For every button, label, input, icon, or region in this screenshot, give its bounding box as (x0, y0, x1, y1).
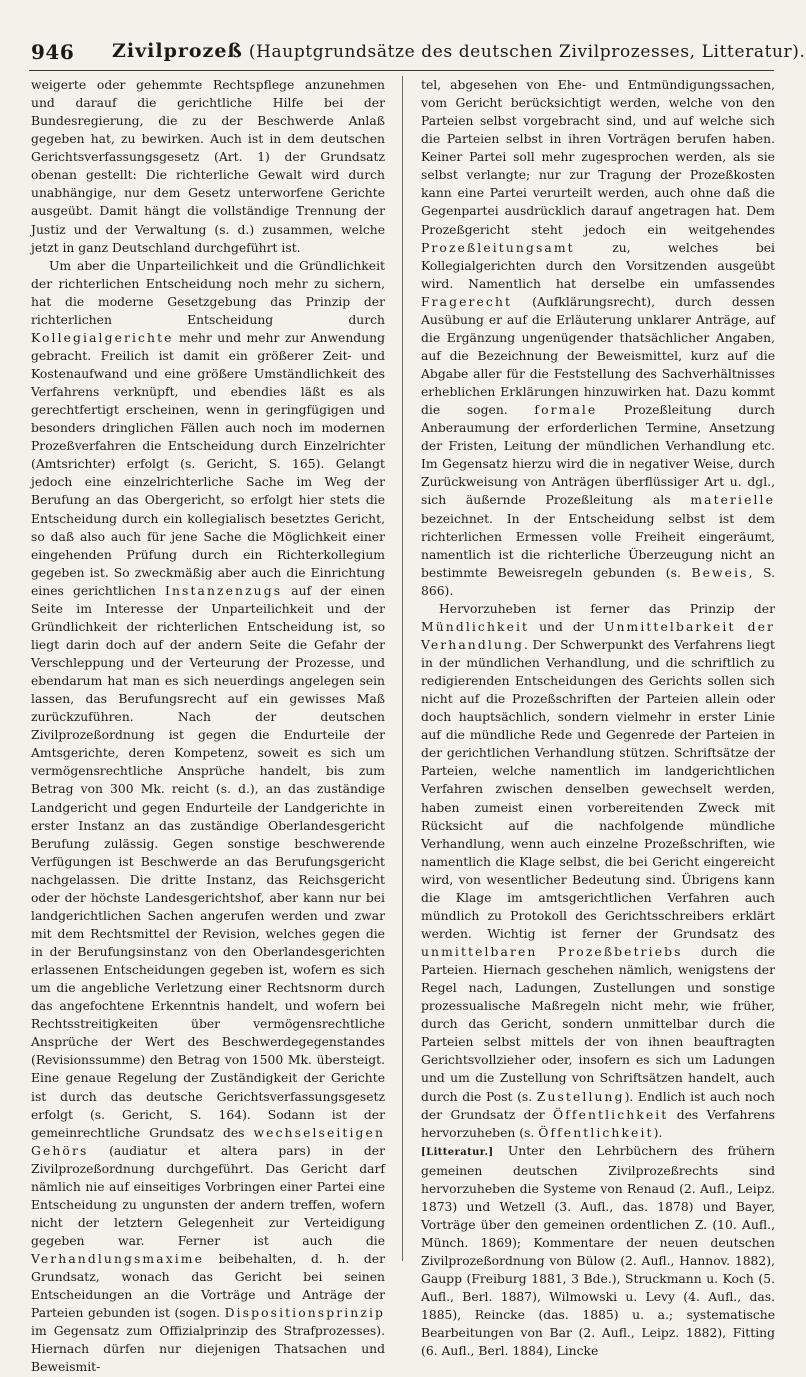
emphasized-term: Instanzenzugs (164, 583, 283, 598)
text-run: Um aber die Unparteilichkeit und die Gründlichkeit der richterlichen Entscheidung noch mehr zu sichern, hat die moderne Gesetzgebung das Prinzip der richterlichen Entscheidung durch (31, 258, 385, 327)
text-run: (Aufklärungsrecht), durch dessen Ausübung er auf die Erläuterung unklarer Anträge, auf die Ergänzung ungenügender thatsächlicher Angaben, auf die Bezeichnung der Beweismittel, kurz auf die Abgabe aller für die Feststellung des Sachverhältnisses erheblichen Erklärungen hinzuwirken hat. Dazu kommt die sogen. (421, 294, 775, 418)
text-run: (audiatur et altera pars) in der Zivilprozeßordnung durchgeführt. Das Gericht darf nämlich nie auf einseitiges Vorbringen einer Partei eine Entscheidung zu ungunsten der andern treffen, wofern nicht der letztern Gelegenheit zur Verteidigung gegeben war. Ferner ist auch die (31, 1143, 385, 1248)
paragraph-p2 (31, 257, 385, 1377)
left-column (31, 76, 385, 1375)
emphasized-term: Prozeßleitungsamt (421, 240, 575, 255)
emphasized-term: Öffentlichkeit (553, 1107, 669, 1122)
page-number: 946 (31, 40, 75, 64)
running-head (112, 40, 806, 62)
text-run: auf der einen Seite im Interesse der Unparteilichkeit und der Gründlichkeit der richterlichen Entscheidung ist, so liegt darin doch auf der andern Seite die Gefahr der Verschleppung und der Verteurung der Prozesse, und ebendarum hat man es sich neuerdings angelegen sein lassen, das Berufungsrecht auf ein gewisses Maß zurückzuführen. Nach der deutschen Zivilprozeßordnung ist gegen die Endurteile der Amtsgerichte, deren Kompetenz, soweit es sich um vermögensrechtliche Ansprüche handelt, bis zum Betrag von 300 Mk. reicht (s. d.), an das zuständige Landgericht und gegen Endurteile der Landgerichte in erster Instanz an das zuständige Oberlandesgericht Berufung zulässig. Gegen sonstige beschwerende Verfügungen ist Beschwerde an das Berufungsgericht nachgelassen. Die dritte Instanz, das Reichsgericht oder der höchste Landesgerichtshof, aber kann nur bei landgerichtlichen Sachen angerufen werden und zwar mit dem Rechtsmittel der Revision, welches gegen die in der Berufungsinstanz von den Oberlandesgerichten erlassenen Entscheidungen gegeben ist, wofern es sich um die angebliche Verletzung einer Rechtsnorm durch das angefochtene Erkenntnis handelt, und wofern bei Rechtsstreitigkeiten über vermögensrechtliche Ansprüche der Wert des Beschwerdegegenstandes (Revisionssumme) den Betrag von 1500 Mk. übersteigt. Eine genaue Regelung der Zuständigkeit der Gerichte ist durch das deutsche Gerichtsverfassungsgesetz erfolgt (s. Gericht, S. 164). Sodann ist der gemeinrechtliche Grundsatz des (31, 583, 385, 1140)
emphasized-term: Kollegialgerichte (31, 330, 174, 345)
emphasized-term: Öffentlichkeit (538, 1125, 654, 1140)
text-run: Unter den Lehrbüchern des frühern gemeinen deutschen Zivilprozeßrechts sind hervorzuheben die Systeme von Renaud (2. Aufl., Leipz. 1873) und Wetzell (3. Aufl., das. 1878) und Bayer, Vorträge über den gemeinen ordentlichen Z. (10. Aufl., Münch. 1869); Kommentare der neuen deutschen Zivilprozeßordnung von Bülow (2. Aufl., Hannov. 1882), Gaupp (Freiburg 1881, 3 Bde.), Struckmann u. Koch (5. Aufl., Berl. 1887), Wilmowski u. Levy (4. Aufl., das. 1885), Reincke (das. 1885) u. a.; systematische Bearbeitungen von Bar (2. Aufl., Leipz. 1882), Fitting (6. Aufl., Berl. 1884), Lincke (421, 1143, 775, 1359)
text-run: und der (529, 619, 604, 634)
paragraph-p1 (31, 76, 385, 257)
emphasized-term: formale (534, 403, 598, 418)
emphasized-term: Dispositionsprinzip (224, 1306, 385, 1321)
emphasized-term: Fragerecht (421, 294, 513, 309)
text-run: ). Endlich ist auch noch der Grundsatz der (421, 1089, 775, 1122)
text-run: beibehalten, d. h. der Grundsatz, wonach das Gericht bei seinen Entscheidungen an die Vorträge und Anträge der Parteien gebunden ist (sogen. (31, 1252, 385, 1321)
paragraph-p5 (421, 1142, 775, 1361)
paragraph-p4 (421, 600, 775, 1142)
emphasized-term: Mündlichkeit (421, 619, 530, 634)
section-tag: [Litteratur.] (421, 1146, 494, 1158)
text-run: ). (653, 1125, 663, 1140)
text-run: zu, welches bei Kollegialgerichten durch den Vorsitzenden ausgeübt wird. Namentlich hat derselbe ein umfassendes (421, 240, 775, 291)
text-run: Hervorzuheben ist ferner das Prinzip der (439, 601, 775, 616)
column-divider (402, 76, 403, 1261)
text-run: Prozeßleitung durch Anberaumung der erforderlichen Termine, Ansetzung der Fristen, Leitung der mündlichen Verhandlung etc. Im Gegensatz hierzu wird die in negativer Weise, durch Zurückweisung von Anträgen überflüssiger Art u. dgl., sich äußernde Prozeßleitung als (421, 403, 775, 508)
running-head-subtitle: (Hauptgrundsätze des deutschen Zivilprozesses, Litteratur). (248, 42, 806, 62)
header-rule (29, 70, 774, 71)
text-run: . Der Schwerpunkt des Verfahrens liegt in der mündlichen Verhandlung, und die schriftlich zu redigierenden Entscheidungen des Gerichts sollen sich nicht auf die Prozeßschriften der Parteien allein oder doch hauptsächlich, sondern vielmehr in erster Linie auf die mündliche Rede und Gegenrede der Parteien in der gerichtlichen Verhandlung stützen. Schriftsätze der Parteien, welche namentlich im landgerichtlichen Verfahren zwischen denselben gewechselt werden, haben zumeist einen vorbereitenden Zweck mit Rücksicht auf die nachfolgende mündliche Verhandlung, wenn auch einzelne Prozeßschriften, wie namentlich die Klage selbst, die bei Gericht eingereicht wird, von wesentlicher Bedeutung sind. Übrigens kann die Klage im amtsgerichtlichen Verfahren auch mündlich zu Protokoll des Gerichtsschreibers erklärt werden. Wichtig ist ferner der Grundsatz des (421, 637, 775, 941)
emphasized-term: Zustellung (536, 1089, 625, 1104)
text-run: im Gegensatz zum Offizialprinzip des Strafprozesses). Hiernach dürfen nur diejenigen Thatsachen und Beweismit- (31, 1324, 385, 1375)
paragraph-p3 (421, 76, 775, 600)
emphasized-term: Beweis (691, 565, 749, 580)
text-run: des Verfahrens hervorzuheben (s. (421, 1107, 775, 1140)
text-run: weigerte oder gehemmte Rechtspflege anzunehmen und darauf die gerichtliche Hilfe bei der Bundesregierung, die zu der Beschwerde Anlaß gegeben hat, zu bewirken. Auch ist in dem deutschen Gerichtsverfassungsgesetz (Art. 1) der Grundsatz obenan gestellt: Die richterliche Gewalt wird durch unabhängige, nur dem Gesetz unterworfene Gerichte ausgeübt. Damit hängt die vollständige Trennung der Justiz und der Verwaltung (s. d.) zusammen, welche jetzt in ganz Deutschland durchgeführt ist. (31, 78, 385, 255)
emphasized-term: wechselseitigen Gehörs (31, 1125, 385, 1158)
text-run: durch die Parteien. Hiernach geschehen nämlich, wenigstens der Regel nach, Ladungen, Zustellungen und sonstige prozessualische Maßregeln nicht mehr, wie früher, durch das Gericht, sondern unmittelbar durch die Parteien selbst mittels der von ihnen beauftragten Gerichtsvollzieher oder, insofern es sich um Ladungen und um die Zustellung von Schriftsätzen handelt, auch durch die Post (s. (421, 945, 775, 1104)
right-column (421, 76, 775, 1359)
emphasized-term: materielle (690, 493, 775, 508)
emphasized-term: Unmittelbarkeit der Verhandlung (421, 619, 775, 652)
text-run: bezeichnet. In der Entscheidung selbst ist dem richterlichen Ermessen volle Freiheit eingeräumt, namentlich ist die richterliche Überzeugung nicht an bestimmte Beweisregeln gebunden (s. (421, 511, 775, 580)
running-head-title: Zivilprozeß (112, 40, 243, 62)
text-run: tel, abgesehen von Ehe- und Entmündigungssachen, vom Gericht berücksichtigt werden, welche von den Parteien selbst vorgebracht sind, und auf welche sich die Parteien selbst in ihren Vorträgen berufen haben. Keiner Partei soll mehr zugesprochen werden, als sie selbst verlangte; nur zur Tragung der Prozeßkosten kann eine Partei verurteilt werden, auch ohne daß die Gegenpartei ausdrücklich darauf angetragen hat. Dem Prozeßgericht steht jedoch ein weitgehendes (421, 78, 775, 237)
text-run: mehr und mehr zur Anwendung gebracht. Freilich ist damit ein größerer Zeit- und Kostenaufwand und eine größere Umständlichkeit des Verfahrens verknüpft, und ebendies läßt es als gerechtfertigt erscheinen, wenn in geringfügigen und besonders dringlichen Fällen auch noch im modernen Prozeßverfahren die Entscheidung durch Einzelrichter (Amtsrichter) erfolgt (s. Gericht, S. 165). Gelangt jedoch eine einzelrichterliche Sache im Weg der Berufung an das Obergericht, so erfolgt hier stets die Entscheidung durch ein kollegialisch besetztes Gericht, so daß also auch für jene Sache die Möglichkeit einer eingehenden Prüfung durch ein Richterkollegium gegeben ist. So zweckmäßig aber auch die Einrichtung eines gerichtlichen (31, 330, 385, 598)
emphasized-term: unmittelbaren Prozeßbetriebs (421, 945, 683, 959)
text-run: , S. 866). (421, 565, 775, 598)
emphasized-term: Verhandlungsmaxime (31, 1252, 205, 1267)
